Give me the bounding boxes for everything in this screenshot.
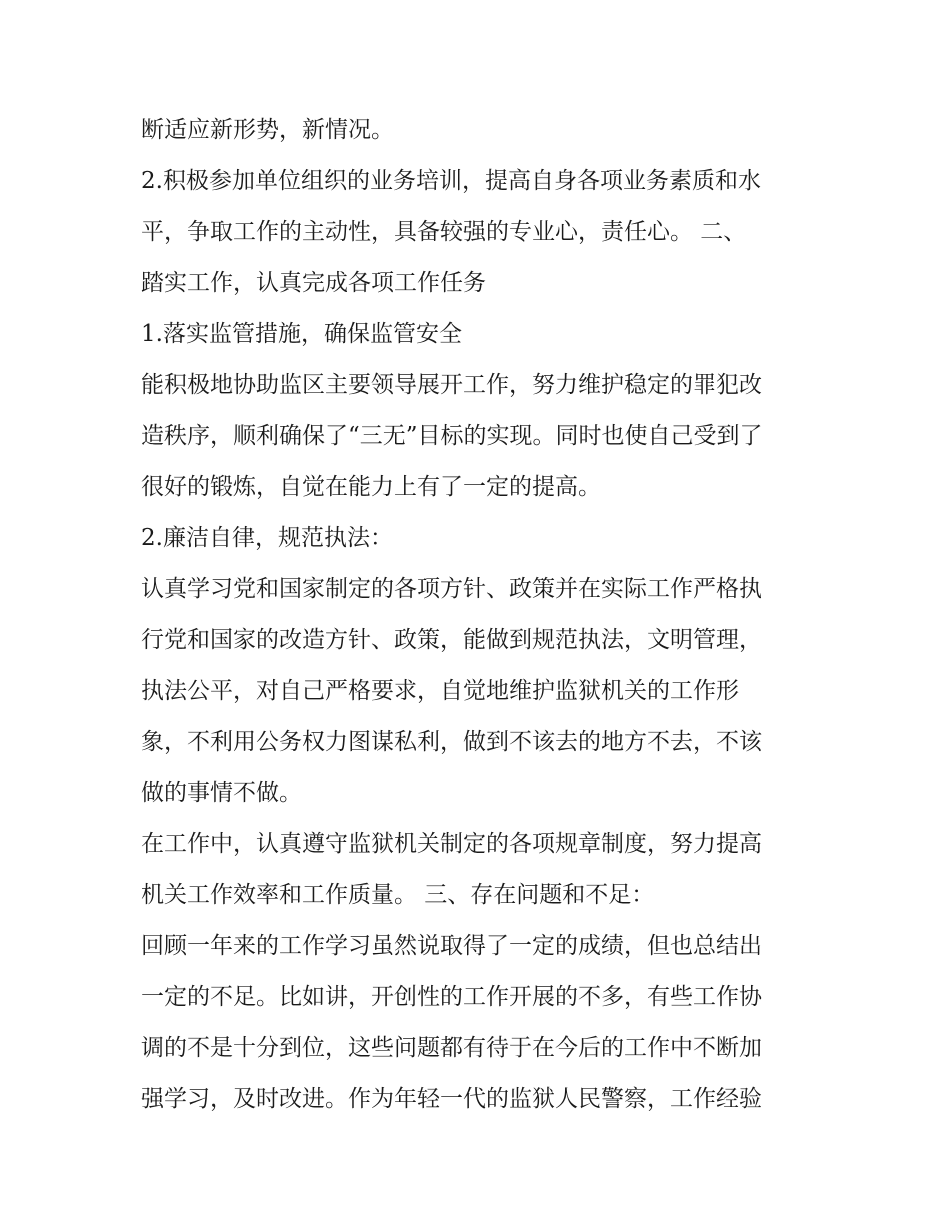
- text-line: 踏实工作，认真完成各项工作任务: [141, 270, 486, 296]
- text-line: 执法公平，对自己严格要求，自觉地维护监狱机关的工作形: [141, 678, 739, 704]
- text-line: 强学习，及时改进。作为年轻一代的监狱人民警察，工作经验: [141, 1086, 762, 1112]
- text-line: 做的事情不做。: [141, 780, 302, 806]
- text-line: 行党和国家的改造方针、政策，能做到规范执法，文明管理，: [141, 627, 762, 653]
- text-line: 在工作中，认真遵守监狱机关制定的各项规章制度，努力提高: [141, 831, 762, 857]
- text-line: 断适应新形势，新情况。: [141, 117, 394, 143]
- text-line: 平，争取工作的主动性，具备较强的专业心，责任心。 二、: [141, 219, 747, 245]
- text-line: 2.廉洁自律，规范执法：: [141, 525, 393, 551]
- text-line: 能积极地协助监区主要领导展开工作，努力维护稳定的罪犯改: [141, 372, 762, 398]
- text-line: 认真学习党和国家制定的各项方针、政策并在实际工作严格执: [141, 576, 762, 602]
- text-line: 1.落实监管措施，确保监管安全: [141, 321, 462, 347]
- text-line: 调的不是十分到位，这些问题都有待于在今后的工作中不断加: [141, 1035, 762, 1061]
- text-line: 很好的锻炼，自觉在能力上有了一定的提高。: [141, 474, 601, 500]
- document-body: [141, 105, 821, 1125]
- text-line: 造秩序，顺利确保了“三无”目标的实现。同时也使自己受到了: [141, 423, 763, 449]
- text-line: 2.积极参加单位组织的业务培训，提高自身各项业务素质和水: [141, 168, 761, 194]
- text-line: 机关工作效率和工作质量。 三、存在问题和不足：: [141, 882, 655, 908]
- text-line: 一定的不足。比如讲，开创性的工作开展的不多，有些工作协: [141, 984, 762, 1010]
- text-line: 回顾一年来的工作学习虽然说取得了一定的成绩，但也总结出: [141, 933, 762, 959]
- text-line: 象，不利用公务权力图谋私利，做到不该去的地方不去，不该: [141, 729, 762, 755]
